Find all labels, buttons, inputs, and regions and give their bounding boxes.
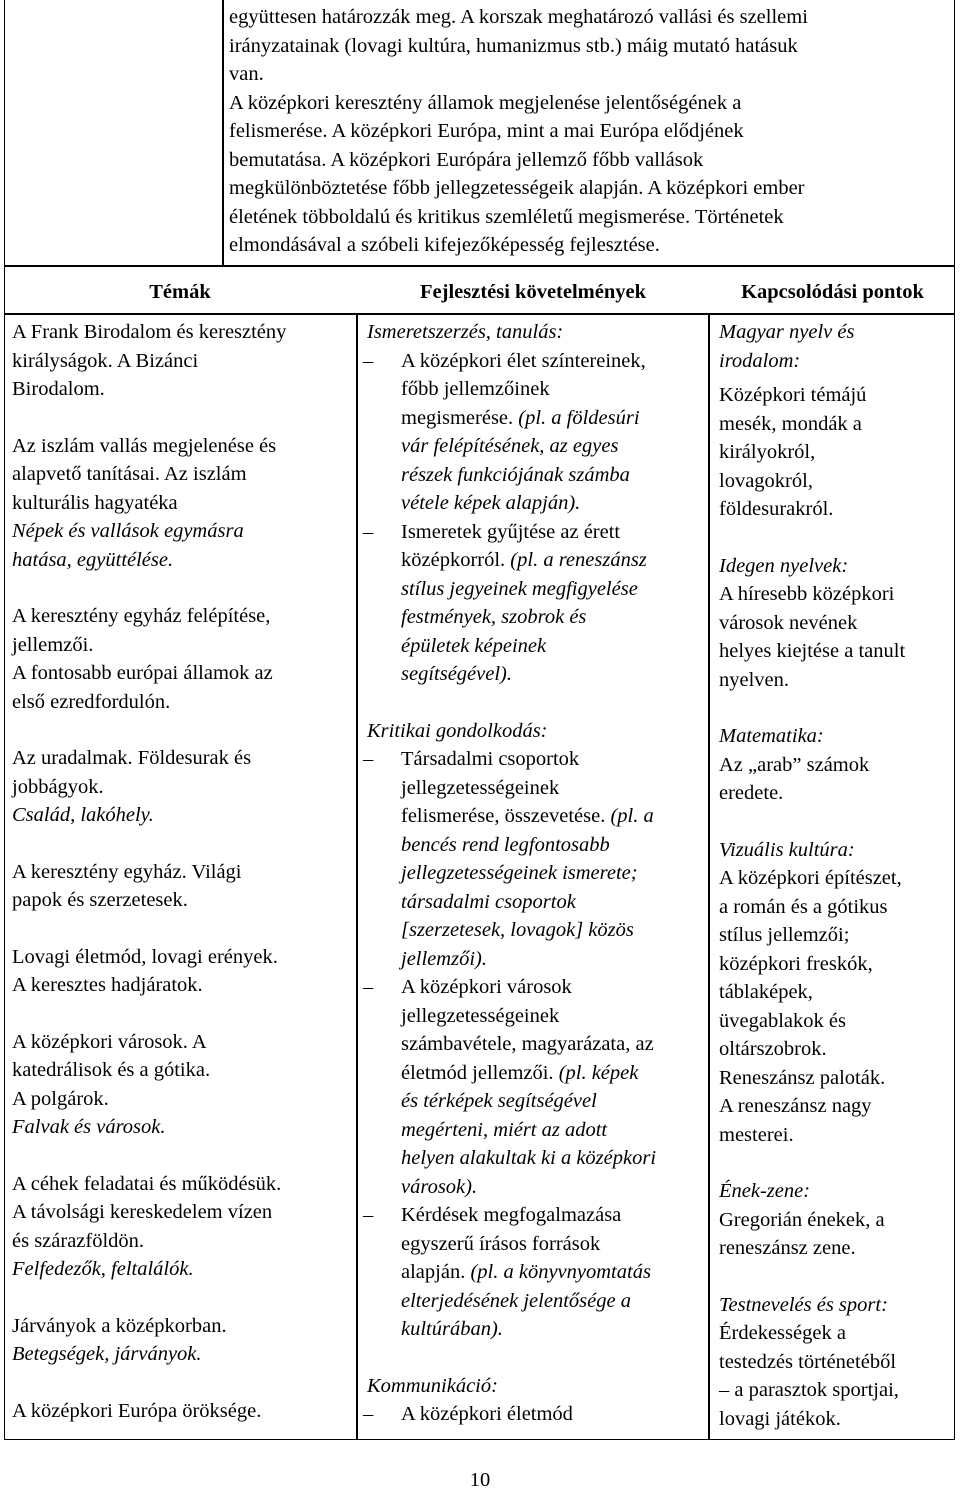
requirement-text: jellegzetességeinek bbox=[401, 776, 560, 799]
header-rule-top bbox=[4, 265, 955, 267]
connection-subject: Matematika: bbox=[719, 725, 824, 747]
requirement-text: alapján. bbox=[401, 1261, 471, 1283]
top-divider bbox=[222, 0, 224, 266]
topic-line: Felfedezők, feltalálók. bbox=[12, 1258, 194, 1280]
requirement-text: Ismeretek gyűjtése az érett bbox=[401, 520, 621, 543]
requirement-text: és térképek segítségével bbox=[401, 1090, 597, 1112]
connection-line: A középkori építészet, bbox=[719, 867, 902, 889]
requirement-line bbox=[401, 603, 707, 632]
requirement-text: részek funkciójának számba bbox=[401, 463, 630, 486]
topic-line: A céhek feladatai és működésük. bbox=[12, 1172, 282, 1195]
topic-block bbox=[12, 1028, 354, 1114]
connection-subject: Testnevelés és sport: bbox=[719, 1293, 888, 1316]
intro-line: van. bbox=[229, 63, 264, 85]
topic-line: A távolsági kereskedelem vízen bbox=[12, 1201, 273, 1223]
connection-line: oltárszobrok. bbox=[719, 1038, 827, 1060]
connection-line: testedzés történetéből bbox=[719, 1350, 897, 1373]
topic-line: Birodalom. bbox=[12, 378, 105, 400]
requirement-example: (pl. képek bbox=[558, 1061, 639, 1084]
requirement-text: megérteni, miért az adott bbox=[401, 1118, 608, 1141]
intro-line: bemutatása. A középkori Európára jellemző főbb vallások bbox=[229, 148, 704, 171]
topic-line: jellemzői. bbox=[12, 633, 94, 656]
header-connections: Kapcsolódási pontok bbox=[741, 281, 924, 303]
intro-cell bbox=[229, 3, 947, 260]
connection-line: Az „arab” számok bbox=[719, 753, 870, 776]
col-divider-1 bbox=[356, 313, 358, 1440]
connection-body bbox=[719, 751, 953, 808]
requirement-line bbox=[401, 518, 707, 547]
requirement-text: Társadalmi csoportok bbox=[401, 748, 580, 770]
requirement-line bbox=[401, 660, 707, 689]
topic-line: A keresztény egyház. Világi bbox=[12, 860, 242, 883]
connection-line: királyokról, bbox=[719, 441, 816, 463]
requirement-text: festmények, szobrok és bbox=[401, 606, 587, 628]
requirement-text: társadalmi csoportok bbox=[401, 890, 576, 913]
requirement-heading: Kritikai gondolkodás: bbox=[367, 719, 548, 742]
connection-line: – a parasztok sportjai, bbox=[719, 1379, 899, 1401]
topic-line: Lovagi életmód, lovagi erények. bbox=[12, 945, 278, 968]
intro-line: elmondásával a szóbeli kifejezőképesség fejlesztése. bbox=[229, 234, 660, 256]
connection-line: A híresebb középkori bbox=[719, 583, 895, 605]
connection-line: Középkori témájú bbox=[719, 384, 867, 406]
requirement-line bbox=[401, 404, 707, 433]
connection-subject: Magyar nyelv és bbox=[719, 321, 855, 343]
requirement-line bbox=[401, 1116, 707, 1145]
requirement-text: középkorról. bbox=[401, 549, 511, 571]
topic-line: hatása, együttélése. bbox=[12, 548, 174, 571]
connection-line: eredete. bbox=[719, 782, 784, 804]
requirement-example: (pl. a bbox=[610, 805, 654, 827]
topic-block bbox=[12, 602, 354, 659]
connection-line: lovagi játékok. bbox=[719, 1407, 841, 1430]
requirement-text: életmód jellemzői. bbox=[401, 1061, 559, 1084]
requirement-line bbox=[401, 831, 707, 860]
connection-body bbox=[719, 864, 953, 1149]
col-divider-2 bbox=[708, 313, 710, 1440]
topic-line: Az iszlám vallás megjelenése és bbox=[12, 434, 277, 457]
requirement-item bbox=[367, 745, 707, 973]
intro-line: együttesen határozzák meg. A korszak meghatározó vallási és szellemi bbox=[229, 6, 808, 28]
topic-line: A polgárok. bbox=[12, 1087, 109, 1110]
requirement-line bbox=[401, 1201, 707, 1230]
topic-line: kulturális hagyatéka bbox=[12, 491, 178, 514]
topic-line: Falvak és városok. bbox=[12, 1116, 166, 1138]
connection-line: lovagokról, bbox=[719, 469, 813, 492]
requirement-heading: Kommunikáció: bbox=[367, 1374, 498, 1397]
intro-line: felismerése. A középkori Európa, mint a mai Európa elődjének bbox=[229, 120, 744, 142]
requirement-line bbox=[401, 1173, 707, 1202]
topic-block bbox=[12, 1312, 354, 1341]
topic-line: katedrálisok és a gótika. bbox=[12, 1059, 211, 1081]
connection-line: Érdekességek a bbox=[719, 1322, 846, 1344]
requirement-example: (pl. a reneszánsz bbox=[510, 549, 647, 571]
connection-block bbox=[719, 722, 953, 808]
requirement-line bbox=[401, 973, 707, 1002]
requirement-text: bencés rend legfontosabb bbox=[401, 833, 610, 856]
requirement-example: (pl. a könyvnyomtatás bbox=[470, 1261, 651, 1283]
requirement-item bbox=[367, 347, 707, 518]
requirements-column bbox=[367, 318, 707, 1429]
connection-line: A reneszánsz nagy bbox=[719, 1095, 872, 1117]
topic-line: A Frank Birodalom és keresztény bbox=[12, 321, 287, 343]
connection-subject: Vizuális kultúra: bbox=[719, 838, 855, 861]
topic-block bbox=[12, 517, 354, 574]
connection-line: középkori freskók, bbox=[719, 952, 873, 975]
connection-body bbox=[719, 1206, 953, 1263]
connection-line: Gregorián énekek, a bbox=[719, 1208, 885, 1231]
requirement-line bbox=[401, 1258, 707, 1287]
connection-line: nyelven. bbox=[719, 668, 790, 691]
requirement-line bbox=[401, 1002, 707, 1031]
topic-block bbox=[12, 318, 354, 404]
topic-line: és szárazföldön. bbox=[12, 1229, 145, 1252]
connection-block bbox=[719, 1291, 953, 1434]
requirement-line bbox=[401, 859, 707, 888]
requirement-text: felismerése, összevetése. bbox=[401, 805, 611, 827]
topic-block bbox=[12, 1255, 354, 1284]
connection-subject: irodalom: bbox=[719, 349, 801, 372]
connection-line: táblaképek, bbox=[719, 981, 813, 1003]
requirement-heading: Ismeretszerzés, tanulás: bbox=[367, 321, 564, 343]
requirement-line bbox=[401, 1315, 707, 1344]
connection-line: stílus jellemzői; bbox=[719, 924, 850, 946]
requirement-text: segítségével). bbox=[401, 663, 512, 685]
intro-line: irányzatainak (lovagi kultúra, humanizmus stb.) máig mutató hatásuk bbox=[229, 34, 798, 57]
connection-line: városok nevének bbox=[719, 611, 858, 634]
connection-line: földesurakról. bbox=[719, 498, 834, 520]
topic-block bbox=[12, 432, 354, 518]
requirement-text: stílus jegyeinek megfigyelése bbox=[401, 577, 638, 600]
requirement-line bbox=[401, 432, 707, 461]
requirement-text: kultúrában). bbox=[401, 1318, 503, 1340]
topic-line: Család, lakóhely. bbox=[12, 804, 154, 826]
requirement-text: jellegzetességeinek bbox=[401, 1004, 560, 1027]
requirement-item bbox=[367, 1201, 707, 1344]
requirement-line bbox=[401, 1030, 707, 1059]
connection-line: helyes kiejtése a tanult bbox=[719, 640, 906, 662]
requirement-text: vár felépítésének, az egyes bbox=[401, 435, 619, 457]
requirement-text: jellemzői). bbox=[401, 947, 487, 970]
requirement-line bbox=[401, 888, 707, 917]
requirement-item bbox=[367, 518, 707, 689]
requirement-text: városok). bbox=[401, 1175, 478, 1198]
connection-line: mesék, mondák a bbox=[719, 412, 862, 435]
connection-line: a román és a gótikus bbox=[719, 895, 888, 918]
topic-block bbox=[12, 1340, 354, 1369]
requirement-text: jellegzetességeinek ismerete; bbox=[401, 862, 638, 884]
requirement-text: Kérdések megfogalmazása bbox=[401, 1204, 622, 1226]
topic-block bbox=[12, 1397, 354, 1426]
connection-body bbox=[719, 580, 953, 694]
requirement-line bbox=[401, 461, 707, 490]
requirement-line bbox=[401, 1230, 707, 1259]
requirement-line bbox=[401, 375, 707, 404]
topic-line: Járványok a középkorban. bbox=[12, 1314, 227, 1337]
topic-line: Népek és vallások egymásra bbox=[12, 520, 244, 542]
requirement-text: számbavétele, magyarázata, az bbox=[401, 1033, 654, 1055]
topic-block bbox=[12, 1113, 354, 1142]
requirement-text: A középkori életmód bbox=[401, 1403, 573, 1425]
intro-line: megkülönböztetése főbb jellegzetességeik alapján. A középkori ember bbox=[229, 177, 805, 199]
topic-block bbox=[12, 1170, 354, 1256]
topic-line: A középkori Európa öröksége. bbox=[12, 1399, 262, 1422]
requirement-text: megismerése. bbox=[401, 406, 519, 429]
intro-line: A középkori keresztény államok megjelenése jelentőségének a bbox=[229, 91, 742, 114]
requirement-text: A középkori városok bbox=[401, 976, 572, 998]
requirement-line bbox=[401, 774, 707, 803]
requirement-line bbox=[401, 347, 707, 376]
connection-line: reneszánsz zene. bbox=[719, 1237, 856, 1259]
header-topics: Témák bbox=[149, 281, 211, 303]
requirement-line bbox=[401, 489, 707, 518]
intro-line: életének többoldalú és kritikus szemléletű megismerése. Történetek bbox=[229, 205, 784, 228]
connection-block bbox=[719, 552, 953, 695]
topic-line: A fontosabb európai államok az bbox=[12, 662, 273, 684]
requirement-example: (pl. a földesúri bbox=[518, 406, 640, 429]
topic-line: Betegségek, járványok. bbox=[12, 1343, 202, 1365]
connection-subject: Idegen nyelvek: bbox=[719, 554, 849, 577]
connection-subject: Ének-zene: bbox=[719, 1180, 811, 1202]
header-rule-bottom bbox=[4, 313, 955, 315]
requirement-item bbox=[367, 973, 707, 1201]
requirement-text: elterjedésének jelentősége a bbox=[401, 1289, 631, 1312]
connection-block bbox=[719, 318, 953, 524]
topic-line: jobbágyok. bbox=[12, 775, 104, 798]
requirement-line bbox=[401, 945, 707, 974]
requirement-line bbox=[401, 575, 707, 604]
topic-line: A keresztény egyház felépítése, bbox=[12, 605, 271, 627]
page-number: 10 bbox=[469, 1469, 491, 1491]
connections-column bbox=[719, 318, 953, 1433]
topic-line: Az uradalmak. Földesurak és bbox=[12, 747, 252, 769]
requirement-text: egyszerű írásos források bbox=[401, 1232, 601, 1255]
topic-line: papok és szerzetesek. bbox=[12, 889, 188, 911]
requirement-line bbox=[401, 632, 707, 661]
requirement-text: A középkori élet színtereinek, bbox=[401, 349, 646, 372]
topic-line: alapvető tanításai. Az iszlám bbox=[12, 463, 247, 485]
requirement-text: épületek képeinek bbox=[401, 634, 547, 657]
requirement-line bbox=[401, 1059, 707, 1088]
requirement-text: [szerzetesek, lovagok] közös bbox=[401, 919, 634, 941]
requirement-line bbox=[401, 916, 707, 945]
topic-block bbox=[12, 801, 354, 830]
header-requirements: Fejlesztési követelmények bbox=[420, 281, 646, 303]
requirement-text: helyen alakultak ki a középkori bbox=[401, 1147, 657, 1169]
requirement-line bbox=[401, 546, 707, 575]
topic-line: királyságok. A Bizánci bbox=[12, 349, 199, 372]
requirement-line bbox=[401, 802, 707, 831]
connection-line: Reneszánsz paloták. bbox=[719, 1066, 886, 1089]
topics-column bbox=[12, 318, 354, 1425]
connection-body bbox=[719, 1319, 953, 1433]
connection-body bbox=[719, 381, 953, 524]
requirement-item bbox=[367, 1400, 707, 1429]
requirement-line bbox=[401, 745, 707, 774]
connection-block bbox=[719, 1177, 953, 1263]
requirement-text: főbb jellemzőinek bbox=[401, 378, 550, 400]
connection-line: mesterei. bbox=[719, 1123, 794, 1146]
topic-block bbox=[12, 744, 354, 801]
requirement-line bbox=[401, 1400, 707, 1429]
topic-line: A keresztes hadjáratok. bbox=[12, 974, 203, 996]
topic-block bbox=[12, 858, 354, 915]
connection-block bbox=[719, 836, 953, 1150]
topic-block bbox=[12, 659, 354, 716]
requirement-line bbox=[401, 1287, 707, 1316]
requirement-line bbox=[401, 1087, 707, 1116]
topic-line: A középkori városok. A bbox=[12, 1030, 207, 1053]
topic-block bbox=[12, 943, 354, 1000]
requirement-line bbox=[401, 1144, 707, 1173]
topic-line: első ezredfordulón. bbox=[12, 690, 171, 713]
connection-line: üvegablakok és bbox=[719, 1009, 846, 1032]
requirement-text: vétele képek alapján). bbox=[401, 492, 581, 514]
